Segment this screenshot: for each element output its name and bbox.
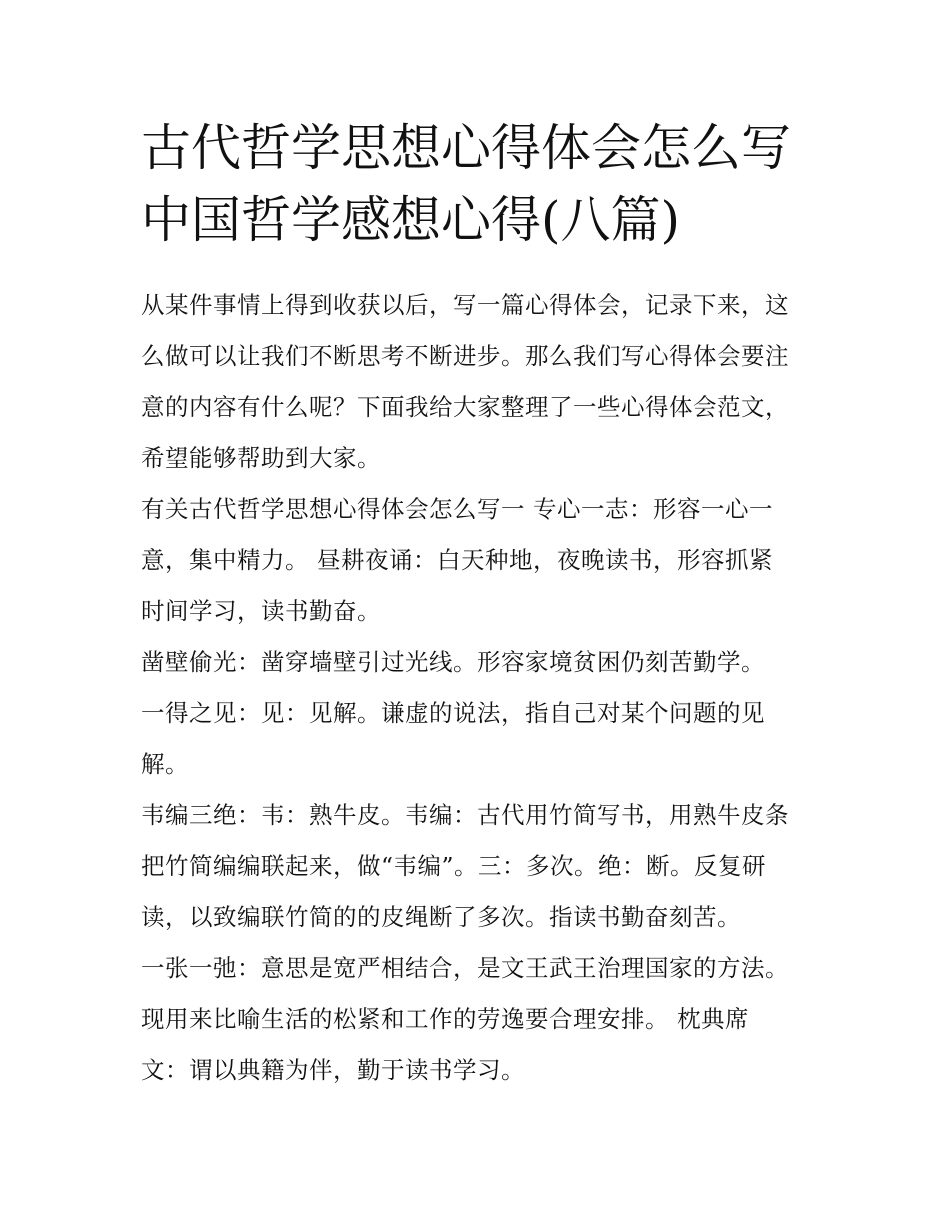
- text-line: 凿壁偷光：凿穿墙壁引过光线。形容家境贫困仍刻苦勤学。: [141, 648, 765, 676]
- paragraph-intro: [141, 280, 821, 484]
- paragraph-idiom-4: [141, 790, 821, 943]
- text-line: 么做可以让我们不断思考不断进步。那么我们写心得体会要注: [141, 342, 789, 370]
- text-line: 希望能够帮助到大家。: [141, 444, 381, 472]
- text-line: 解。: [141, 750, 189, 778]
- text-line: 现用来比喻生活的松紧和工作的劳逸要合理安排。 枕典席: [141, 1005, 749, 1033]
- text-line: 时间学习，读书勤奋。: [141, 597, 381, 625]
- text-line: 从某件事情上得到收获以后，写一篇心得体会，记录下来，这: [141, 291, 789, 319]
- title-line: 古代哲学思想心得体会怎么写: [141, 119, 791, 177]
- document-title: [141, 112, 821, 256]
- text-line: 有关古代哲学思想心得体会怎么写一 专心一志：形容一心一: [141, 495, 773, 523]
- paragraph-idiom-5: [141, 943, 821, 1096]
- paragraph-idiom-3: [141, 688, 821, 790]
- paragraph-idiom-1: [141, 484, 821, 637]
- text-line: 读，以致编联竹简的的皮绳断了多次。指读书勤奋刻苦。: [141, 903, 741, 931]
- text-line: 一得之见：见：见解。谦虚的说法，指自己对某个问题的见: [141, 699, 765, 727]
- text-line: 把竹简编编联起来，做“韦编”。三：多次。绝：断。反复研: [141, 852, 767, 880]
- paragraph-idiom-2: [141, 637, 821, 688]
- text-line: 韦编三绝：韦：熟牛皮。韦编：古代用竹简写书，用熟牛皮条: [141, 801, 789, 829]
- title-line: 中国哲学感想心得(八篇): [141, 191, 681, 249]
- text-line: 意的内容有什么呢？下面我给大家整理了一些心得体会范文，: [141, 393, 789, 421]
- text-line: 一张一弛：意思是宽严相结合，是文王武王治理国家的方法。: [141, 954, 789, 982]
- document-body: [141, 280, 821, 1096]
- text-line: 文：谓以典籍为伴，勤于读书学习。: [141, 1056, 525, 1084]
- text-line: 意，集中精力。 昼耕夜诵：白天种地，夜晚读书，形容抓紧: [141, 546, 773, 574]
